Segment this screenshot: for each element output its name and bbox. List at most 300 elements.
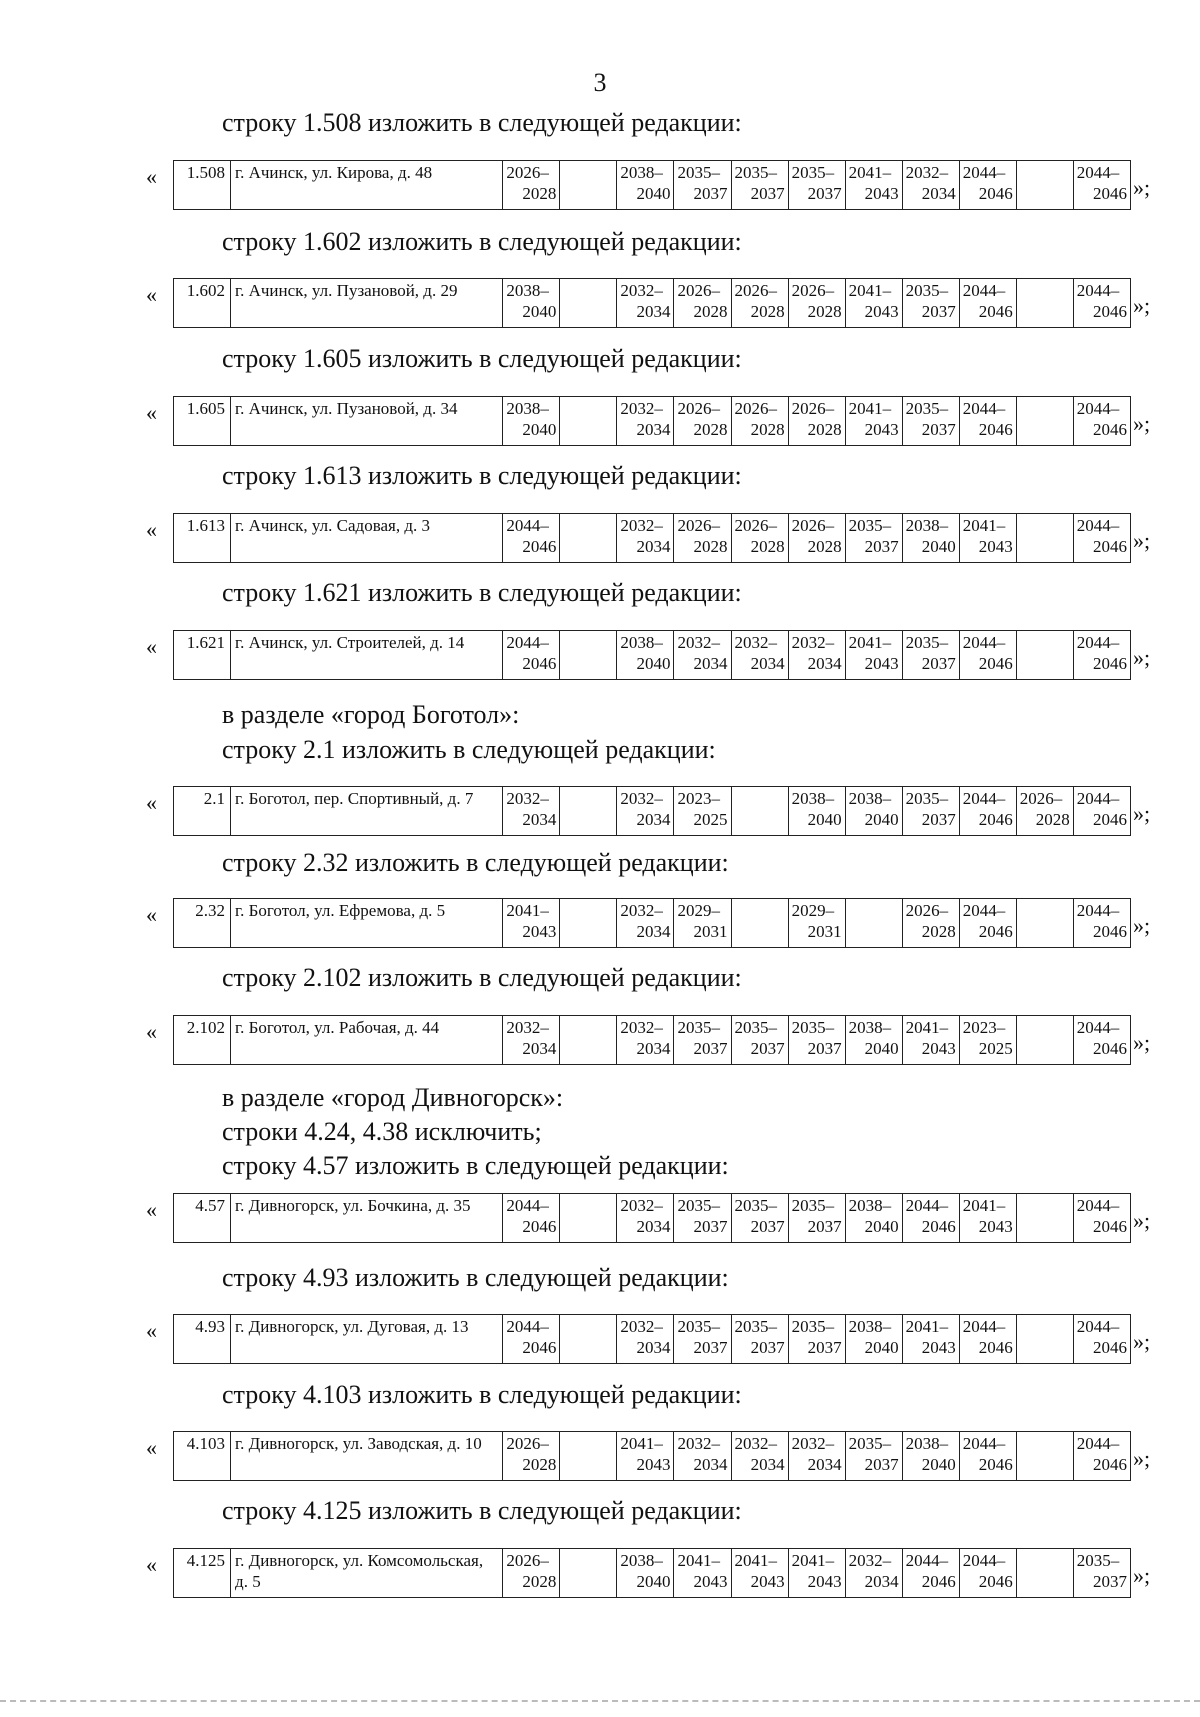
record-table bbox=[173, 1193, 1131, 1243]
year-range-cell bbox=[845, 514, 902, 563]
year-start: 2026– bbox=[791, 516, 835, 535]
section-heading: в разделе «город Дивногорск»: bbox=[222, 1083, 564, 1112]
year-range-cell bbox=[617, 161, 674, 210]
year-end: 2043 bbox=[693, 1572, 728, 1591]
year-end: 2028 bbox=[807, 302, 842, 321]
section-heading: строку 1.602 изложить в следующей редакции: bbox=[222, 227, 742, 256]
year-range-cell bbox=[1073, 899, 1130, 948]
year-start: 2032– bbox=[620, 399, 663, 418]
year-end: 2028 bbox=[693, 537, 728, 556]
open-quote-mark: « bbox=[146, 517, 157, 542]
year-start: 2038– bbox=[620, 633, 663, 652]
year-range-cell bbox=[1073, 161, 1130, 210]
section-heading: строку 4.93 изложить в следующей редакции: bbox=[222, 1263, 729, 1292]
year-range-cell bbox=[902, 161, 959, 210]
record-table bbox=[173, 1314, 1131, 1364]
year-start: 2044– bbox=[506, 1196, 549, 1215]
record-table bbox=[173, 630, 1131, 680]
year-start: 2026– bbox=[734, 516, 778, 535]
year-end: 2046 bbox=[1093, 1217, 1127, 1236]
table-row-block bbox=[0, 1548, 1200, 1596]
year-range-cell bbox=[731, 899, 788, 948]
year-end: 2028 bbox=[921, 922, 956, 941]
year-start: 2044– bbox=[1076, 789, 1120, 808]
year-range-cell bbox=[1073, 1016, 1130, 1065]
year-range-cell bbox=[845, 279, 902, 328]
row-address: г. Ачинск, ул. Пузановой, д. 34 bbox=[231, 397, 503, 446]
record-table bbox=[173, 786, 1131, 836]
year-start: 2035– bbox=[848, 516, 892, 535]
year-start: 2041– bbox=[905, 1018, 949, 1037]
year-range-cell bbox=[731, 161, 788, 210]
year-range-cell bbox=[959, 1549, 1016, 1598]
year-range-cell bbox=[560, 161, 617, 210]
section-heading: строку 2.32 изложить в следующей редакции: bbox=[222, 848, 729, 877]
close-quote-mark: »; bbox=[1133, 293, 1151, 318]
year-range-cell bbox=[845, 899, 902, 948]
year-end: 2037 bbox=[693, 184, 728, 203]
year-start: 2026– bbox=[791, 399, 835, 418]
row-number: 1.613 bbox=[174, 514, 231, 563]
year-end: 2028 bbox=[750, 302, 785, 321]
year-start: 2038– bbox=[506, 281, 549, 300]
row-address: г. Ачинск, ул. Садовая, д. 3 bbox=[231, 514, 503, 563]
year-end: 2034 bbox=[636, 1338, 671, 1357]
year-start: 2044– bbox=[1076, 281, 1120, 300]
year-range-cell bbox=[560, 1016, 617, 1065]
year-range-cell bbox=[959, 787, 1016, 836]
year-range-cell bbox=[1073, 1315, 1130, 1364]
year-range-cell bbox=[674, 1549, 731, 1598]
year-range-cell bbox=[503, 631, 560, 680]
year-end: 2040 bbox=[921, 537, 956, 556]
year-end: 2037 bbox=[750, 1217, 785, 1236]
year-end: 2046 bbox=[978, 420, 1013, 439]
close-quote-mark: »; bbox=[1133, 1329, 1151, 1354]
year-start: 2035– bbox=[677, 163, 720, 182]
table-row-block bbox=[0, 898, 1200, 946]
year-start: 2032– bbox=[506, 789, 549, 808]
row-address: г. Боготол, пер. Спортивный, д. 7 bbox=[231, 787, 503, 836]
year-start: 2038– bbox=[848, 1317, 892, 1336]
year-range-cell bbox=[560, 1432, 617, 1481]
year-end: 2046 bbox=[978, 922, 1013, 941]
open-quote-mark: « bbox=[146, 1197, 157, 1222]
record-table bbox=[173, 278, 1131, 328]
year-range-cell bbox=[731, 787, 788, 836]
year-start: 2035– bbox=[791, 163, 835, 182]
year-start: 2023– bbox=[677, 789, 720, 808]
year-start: 2038– bbox=[506, 399, 549, 418]
row-address: г. Дивногорск, ул. Дуговая, д. 13 bbox=[231, 1315, 503, 1364]
year-start: 2032– bbox=[905, 163, 949, 182]
year-end: 2034 bbox=[636, 810, 671, 829]
year-start: 2044– bbox=[506, 516, 549, 535]
year-start: 2041– bbox=[677, 1551, 720, 1570]
year-range-cell bbox=[1016, 899, 1073, 948]
year-end: 2034 bbox=[750, 1455, 785, 1474]
year-end: 2034 bbox=[636, 302, 671, 321]
section-heading: в разделе «город Боготол»: bbox=[222, 700, 520, 729]
year-end: 2028 bbox=[693, 302, 728, 321]
year-end: 2037 bbox=[921, 302, 956, 321]
year-range-cell bbox=[845, 161, 902, 210]
year-end: 2046 bbox=[921, 1217, 956, 1236]
year-end: 2034 bbox=[636, 1039, 671, 1058]
year-end: 2046 bbox=[1093, 537, 1127, 556]
year-end: 2046 bbox=[522, 654, 557, 673]
year-range-cell bbox=[503, 1549, 560, 1598]
record-table bbox=[173, 1548, 1131, 1598]
table-row bbox=[174, 787, 1131, 836]
year-range-cell bbox=[959, 1194, 1016, 1243]
year-start: 2038– bbox=[848, 789, 892, 808]
year-end: 2046 bbox=[921, 1572, 956, 1591]
row-number: 1.621 bbox=[174, 631, 231, 680]
section-heading: строку 1.508 изложить в следующей редакции: bbox=[222, 108, 742, 137]
section-heading: строку 1.605 изложить в следующей редакции: bbox=[222, 344, 742, 373]
year-range-cell bbox=[560, 1549, 617, 1598]
year-start: 2029– bbox=[677, 901, 720, 920]
year-start: 2026– bbox=[506, 1551, 549, 1570]
year-range-cell bbox=[674, 514, 731, 563]
year-end: 2034 bbox=[693, 654, 728, 673]
year-range-cell bbox=[560, 631, 617, 680]
year-end: 2028 bbox=[522, 1455, 557, 1474]
year-range-cell bbox=[503, 1432, 560, 1481]
section-heading: строку 2.1 изложить в следующей редакции: bbox=[222, 735, 716, 764]
year-range-cell bbox=[731, 1315, 788, 1364]
table-row-block bbox=[0, 278, 1200, 326]
year-range-cell bbox=[731, 1194, 788, 1243]
year-start: 2035– bbox=[734, 1196, 778, 1215]
year-range-cell bbox=[731, 631, 788, 680]
year-end: 2037 bbox=[807, 1217, 842, 1236]
open-quote-mark: « bbox=[146, 282, 157, 307]
year-start: 2032– bbox=[677, 633, 720, 652]
year-start: 2035– bbox=[791, 1018, 835, 1037]
year-range-cell bbox=[845, 1432, 902, 1481]
year-start: 2035– bbox=[734, 1018, 778, 1037]
year-end: 2028 bbox=[693, 420, 728, 439]
year-range-cell bbox=[503, 1194, 560, 1243]
year-range-cell bbox=[1016, 1016, 1073, 1065]
year-range-cell bbox=[674, 1016, 731, 1065]
year-end: 2034 bbox=[636, 420, 671, 439]
close-quote-mark: »; bbox=[1133, 1030, 1151, 1055]
page-number: 3 bbox=[593, 68, 607, 97]
year-range-cell bbox=[845, 1194, 902, 1243]
year-end: 2034 bbox=[750, 654, 785, 673]
year-range-cell bbox=[674, 161, 731, 210]
year-range-cell bbox=[845, 631, 902, 680]
table-row bbox=[174, 1432, 1131, 1481]
table-row-block bbox=[0, 630, 1200, 678]
year-end: 2034 bbox=[522, 810, 557, 829]
year-end: 2037 bbox=[750, 1338, 785, 1357]
year-range-cell bbox=[560, 397, 617, 446]
table-row bbox=[174, 161, 1131, 210]
year-start: 2026– bbox=[905, 901, 949, 920]
year-start: 2044– bbox=[1076, 1317, 1120, 1336]
year-end: 2043 bbox=[921, 1039, 956, 1058]
row-number: 2.102 bbox=[174, 1016, 231, 1065]
year-start: 2044– bbox=[962, 789, 1006, 808]
year-start: 2041– bbox=[848, 633, 892, 652]
open-quote-mark: « bbox=[146, 400, 157, 425]
year-start: 2032– bbox=[677, 1434, 720, 1453]
year-range-cell bbox=[788, 1315, 845, 1364]
year-range-cell bbox=[1073, 1549, 1130, 1598]
year-start: 2026– bbox=[506, 1434, 549, 1453]
year-range-cell bbox=[959, 1315, 1016, 1364]
row-address: г. Дивногорск, ул. Комсомольская, д. 5 bbox=[231, 1549, 503, 1598]
year-range-cell bbox=[1016, 161, 1073, 210]
row-address: г. Ачинск, ул. Кирова, д. 48 bbox=[231, 161, 503, 210]
year-start: 2035– bbox=[677, 1018, 720, 1037]
year-start: 2035– bbox=[734, 163, 778, 182]
year-end: 2046 bbox=[978, 1572, 1013, 1591]
year-range-cell bbox=[1073, 631, 1130, 680]
year-end: 2046 bbox=[1093, 810, 1127, 829]
year-end: 2037 bbox=[864, 537, 899, 556]
year-start: 2044– bbox=[1076, 1018, 1120, 1037]
row-number: 2.32 bbox=[174, 899, 231, 948]
year-range-cell bbox=[560, 787, 617, 836]
year-range-cell bbox=[674, 631, 731, 680]
year-start: 2044– bbox=[962, 399, 1006, 418]
open-quote-mark: « bbox=[146, 1552, 157, 1577]
year-start: 2044– bbox=[506, 633, 549, 652]
table-row bbox=[174, 1549, 1131, 1598]
close-quote-mark: »; bbox=[1133, 411, 1151, 436]
year-range-cell bbox=[1073, 514, 1130, 563]
year-end: 2043 bbox=[864, 184, 899, 203]
year-range-cell bbox=[1016, 279, 1073, 328]
year-start: 2044– bbox=[1076, 516, 1120, 535]
row-number: 4.93 bbox=[174, 1315, 231, 1364]
year-range-cell bbox=[503, 787, 560, 836]
year-start: 2035– bbox=[905, 789, 949, 808]
year-end: 2037 bbox=[807, 1039, 842, 1058]
year-range-cell bbox=[560, 514, 617, 563]
section-heading: строку 1.621 изложить в следующей редакции: bbox=[222, 578, 742, 607]
year-range-cell bbox=[674, 1194, 731, 1243]
year-end: 2046 bbox=[1093, 1039, 1127, 1058]
year-start: 2044– bbox=[962, 281, 1006, 300]
year-end: 2037 bbox=[1093, 1572, 1127, 1591]
table-row-block bbox=[0, 1015, 1200, 1063]
record-table bbox=[173, 1015, 1131, 1065]
year-range-cell bbox=[503, 279, 560, 328]
year-range-cell bbox=[1016, 1194, 1073, 1243]
year-start: 2044– bbox=[1076, 633, 1120, 652]
row-address: г. Боготол, ул. Ефремова, д. 5 bbox=[231, 899, 503, 948]
year-range-cell bbox=[731, 1549, 788, 1598]
year-range-cell bbox=[560, 279, 617, 328]
year-range-cell bbox=[959, 397, 1016, 446]
year-range-cell bbox=[560, 1315, 617, 1364]
close-quote-mark: »; bbox=[1133, 175, 1151, 200]
year-end: 2028 bbox=[750, 537, 785, 556]
open-quote-mark: « bbox=[146, 1318, 157, 1343]
table-row-block bbox=[0, 786, 1200, 834]
year-end: 2040 bbox=[864, 810, 899, 829]
year-start: 2041– bbox=[848, 399, 892, 418]
section-heading: строку 4.125 изложить в следующей редакции: bbox=[222, 1496, 742, 1525]
year-start: 2038– bbox=[791, 789, 835, 808]
year-range-cell bbox=[1016, 787, 1073, 836]
year-end: 2037 bbox=[693, 1338, 728, 1357]
year-range-cell bbox=[959, 1016, 1016, 1065]
year-end: 2040 bbox=[522, 420, 557, 439]
year-end: 2034 bbox=[636, 922, 671, 941]
year-end: 2028 bbox=[750, 420, 785, 439]
year-range-cell bbox=[845, 787, 902, 836]
year-range-cell bbox=[902, 899, 959, 948]
row-number: 4.57 bbox=[174, 1194, 231, 1243]
year-range-cell bbox=[845, 1315, 902, 1364]
year-start: 2044– bbox=[962, 163, 1006, 182]
year-start: 2041– bbox=[620, 1434, 663, 1453]
year-start: 2044– bbox=[905, 1196, 949, 1215]
year-range-cell bbox=[617, 899, 674, 948]
row-number: 2.1 bbox=[174, 787, 231, 836]
close-quote-mark: »; bbox=[1133, 801, 1151, 826]
year-start: 2035– bbox=[848, 1434, 892, 1453]
year-end: 2034 bbox=[636, 1217, 671, 1236]
year-start: 2035– bbox=[677, 1196, 720, 1215]
year-range-cell bbox=[788, 1549, 845, 1598]
year-end: 2043 bbox=[750, 1572, 785, 1591]
section-heading: строку 4.103 изложить в следующей редакции: bbox=[222, 1380, 742, 1409]
year-end: 2034 bbox=[864, 1572, 899, 1591]
table-row bbox=[174, 279, 1131, 328]
year-end: 2046 bbox=[978, 1455, 1013, 1474]
year-end: 2043 bbox=[807, 1572, 842, 1591]
row-number: 1.602 bbox=[174, 279, 231, 328]
table-row-block bbox=[0, 396, 1200, 444]
year-end: 2043 bbox=[522, 922, 557, 941]
year-range-cell bbox=[617, 631, 674, 680]
year-end: 2025 bbox=[693, 810, 728, 829]
year-start: 2035– bbox=[791, 1317, 835, 1336]
year-end: 2037 bbox=[693, 1217, 728, 1236]
year-range-cell bbox=[617, 397, 674, 446]
year-start: 2026– bbox=[791, 281, 835, 300]
year-start: 2026– bbox=[677, 399, 720, 418]
year-range-cell bbox=[674, 1315, 731, 1364]
year-start: 2041– bbox=[506, 901, 549, 920]
year-range-cell bbox=[560, 1194, 617, 1243]
open-quote-mark: « bbox=[146, 634, 157, 659]
year-start: 2044– bbox=[962, 1317, 1006, 1336]
year-range-cell bbox=[959, 899, 1016, 948]
year-range-cell bbox=[674, 899, 731, 948]
year-end: 2040 bbox=[864, 1039, 899, 1058]
year-start: 2035– bbox=[905, 633, 949, 652]
year-start: 2038– bbox=[848, 1196, 892, 1215]
open-quote-mark: « bbox=[146, 790, 157, 815]
year-range-cell bbox=[788, 1194, 845, 1243]
year-start: 2038– bbox=[620, 1551, 663, 1570]
section-heading: строку 4.57 изложить в следующей редакции: bbox=[222, 1151, 729, 1180]
year-end: 2046 bbox=[978, 1338, 1013, 1357]
year-end: 2028 bbox=[807, 420, 842, 439]
year-end: 2046 bbox=[1093, 922, 1127, 941]
year-range-cell bbox=[902, 1315, 959, 1364]
year-start: 2032– bbox=[791, 1434, 835, 1453]
year-start: 2044– bbox=[1076, 399, 1120, 418]
row-number: 1.605 bbox=[174, 397, 231, 446]
year-end: 2037 bbox=[807, 184, 842, 203]
year-end: 2034 bbox=[921, 184, 956, 203]
year-start: 2035– bbox=[734, 1317, 778, 1336]
year-start: 2032– bbox=[620, 1018, 663, 1037]
close-quote-mark: »; bbox=[1133, 1563, 1151, 1588]
year-end: 2046 bbox=[978, 810, 1013, 829]
year-range-cell bbox=[503, 514, 560, 563]
year-end: 2043 bbox=[978, 537, 1013, 556]
year-range-cell bbox=[902, 787, 959, 836]
year-start: 2041– bbox=[848, 163, 892, 182]
year-start: 2032– bbox=[506, 1018, 549, 1037]
year-range-cell bbox=[788, 1432, 845, 1481]
year-end: 2046 bbox=[978, 184, 1013, 203]
year-end: 2037 bbox=[807, 1338, 842, 1357]
record-table bbox=[173, 513, 1131, 563]
year-range-cell bbox=[902, 397, 959, 446]
year-range-cell bbox=[1016, 1549, 1073, 1598]
year-end: 2028 bbox=[1035, 810, 1070, 829]
year-end: 2046 bbox=[978, 302, 1013, 321]
year-start: 2032– bbox=[620, 789, 663, 808]
year-end: 2034 bbox=[807, 654, 842, 673]
year-end: 2046 bbox=[1093, 1338, 1127, 1357]
year-range-cell bbox=[788, 161, 845, 210]
close-quote-mark: »; bbox=[1133, 1208, 1151, 1233]
year-start: 2044– bbox=[1076, 163, 1120, 182]
year-start: 2038– bbox=[905, 516, 949, 535]
year-range-cell bbox=[959, 1432, 1016, 1481]
table-row-block bbox=[0, 1431, 1200, 1479]
year-end: 2040 bbox=[864, 1217, 899, 1236]
row-number: 1.508 bbox=[174, 161, 231, 210]
year-start: 2041– bbox=[962, 1196, 1006, 1215]
year-range-cell bbox=[617, 1549, 674, 1598]
year-range-cell bbox=[617, 1016, 674, 1065]
year-range-cell bbox=[560, 899, 617, 948]
year-range-cell bbox=[731, 279, 788, 328]
table-row-block bbox=[0, 160, 1200, 208]
year-end: 2046 bbox=[522, 1217, 557, 1236]
year-range-cell bbox=[617, 787, 674, 836]
year-end: 2046 bbox=[1093, 654, 1127, 673]
year-start: 2044– bbox=[905, 1551, 949, 1570]
year-start: 2044– bbox=[506, 1317, 549, 1336]
row-address: г. Боготол, ул. Рабочая, д. 44 bbox=[231, 1016, 503, 1065]
close-quote-mark: »; bbox=[1133, 645, 1151, 670]
year-end: 2040 bbox=[864, 1338, 899, 1357]
year-range-cell bbox=[1016, 1432, 1073, 1481]
section-heading: строку 2.102 изложить в следующей редакции: bbox=[222, 963, 742, 992]
year-end: 2037 bbox=[921, 810, 956, 829]
year-end: 2037 bbox=[693, 1039, 728, 1058]
year-range-cell bbox=[503, 899, 560, 948]
year-range-cell bbox=[731, 1016, 788, 1065]
year-start: 2026– bbox=[506, 163, 549, 182]
year-start: 2026– bbox=[677, 281, 720, 300]
